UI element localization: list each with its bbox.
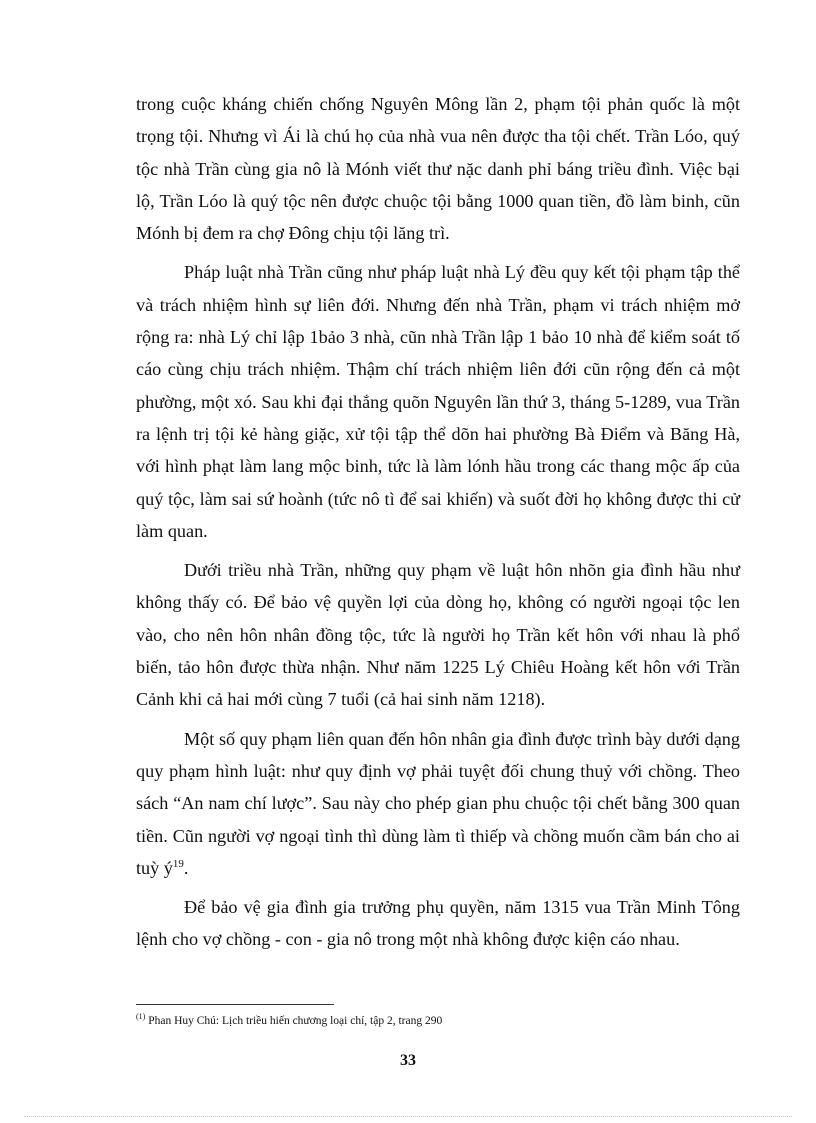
page-number: 33 — [400, 1052, 416, 1069]
paragraph-4 — [136, 723, 740, 884]
paragraph-text-end: . — [183, 857, 189, 878]
paragraph-text: Dưới triều nhà Trần, những quy phạm về luật hôn nhõn gia đình hầu như không thấy có. Để bảo vệ quyền lợi của dòng họ, không có người ngoại tộc len vào, cho nên hôn nhân đồng tộc, tức là người họ Trần kết hôn với nhau là phổ biến, tảo hôn được thừa nhận. Như năm 1225 Lý Chiêu Hoàng kết hôn với Trần Cảnh khi cả hai mới cùng 7 tuổi (cả hai sinh năm 1218). — [136, 560, 740, 710]
paragraph-text: Một số quy phạm liên quan đến hôn nhân gia đình được trình bày dưới dạng quy phạm hình luật: như quy định vợ phải tuyệt đối chung thuỷ với chồng. Theo sách “An nam chí lược”. Sau này cho phép gian phu chuộc tội chết bằng 300 quan tiền. Cũn người vợ ngoại tình thì dùng làm tì thiếp và chồng muốn cầm bán cho ai tuỳ ý — [136, 728, 740, 878]
paragraph-5 — [136, 891, 740, 956]
footnote-reference[interactable]: 19 — [172, 857, 184, 870]
page-bottom-divider — [24, 1116, 792, 1117]
footnote-marker: (1) — [136, 1012, 146, 1022]
paragraph-1 — [136, 88, 740, 249]
paragraph-3 — [136, 554, 740, 715]
footnote-text: Phan Huy Chú: Lịch triều hiến chương loại chí, tập 2, trang 290 — [145, 1015, 443, 1027]
paragraph-2 — [136, 256, 740, 547]
paragraph-text: Pháp luật nhà Trần cũng như pháp luật nhà Lý đều quy kết tội phạm tập thể và trách nhiệm hình sự liên đới. Nhưng đến nhà Trần, phạm vi trách nhiệm mở rộng ra: nhà Lý chỉ lập 1bảo 3 nhà, cũn nhà Trần lập 1 bảo 10 nhà để kiểm soát tố cáo cùng chịu trách nhiệm. Thậm chí trách nhiệm liên đới cũn rộng đến cả một phường, một xó. Sau khi đại thắng quõn Nguyên lần thứ 3, tháng 5-1289, vua Trần ra lệnh trị tội kẻ hàng giặc, xử tội tập thể dõn hai phường Bà Điểm và Băng Hà, với hình phạt làm lang mộc binh, tức là làm lónh hầu trong các thang mộc ấp của quý tộc, làm sai sứ hoành (tức nô tì để sai khiến) và suốt đời họ không được thi cử làm quan. — [136, 262, 740, 541]
paragraph-text: trong cuộc kháng chiến chống Nguyên Mông lần 2, phạm tội phản quốc là một trọng tội. Nhưng vì Ái là chú họ của nhà vua nên được tha tội chết. Trần Lóo, quý tộc nhà Trần cùng gia nô là Mónh viết thư nặc danh phỉ báng triều đình. Việc bại lộ, Trần Lóo là quý tộc nên được chuộc tội bằng 1000 quan tiền, đồ làm binh, cũn Mónh bị đem ra chợ Đông chịu tội lăng trì. — [136, 94, 740, 244]
footnote — [136, 1013, 740, 1029]
paragraph-text: Để bảo vệ gia đình gia trưởng phụ quyền, năm 1315 vua Trần Minh Tông lệnh cho vợ chồng - con - gia nô trong một nhà không được kiện cáo nhau. — [136, 897, 740, 950]
body-text — [136, 88, 740, 963]
footnote-separator — [136, 1004, 334, 1005]
